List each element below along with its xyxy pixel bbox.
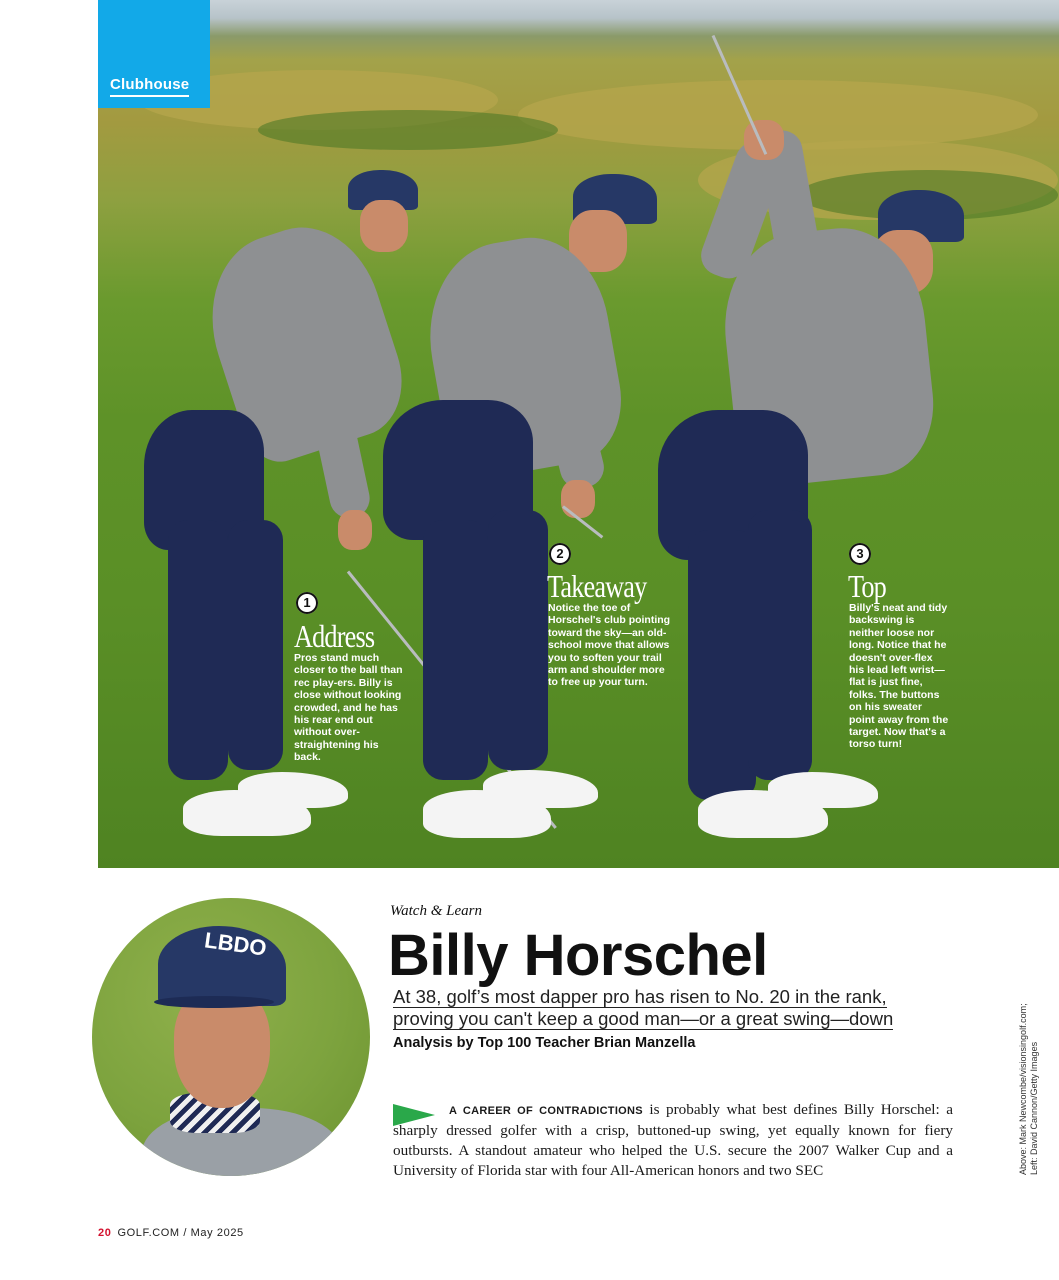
step-3-title: Top	[848, 568, 886, 604]
portrait-photo	[92, 898, 370, 1176]
cap-logo: LBDO	[202, 927, 269, 961]
folio-text: GOLF.COM / May 2025	[117, 1227, 244, 1239]
step-1-title: Address	[294, 618, 375, 654]
section-tag: Clubhouse	[110, 76, 189, 97]
step-1-number: 1	[296, 592, 318, 614]
dek-line-2: proving you can't keep a good man—or a great swing—down	[393, 1008, 894, 1029]
body-text: is probably what best defines Billy Horschel: a sharply dressed golfer with a crisp, buttoned-up swing, yet equally known for fiery outbursts. A standout amateur who helped the U.S. secure the 2007 Walker Cup and a University of Florida star with four All-American honors and two SEC	[393, 1101, 953, 1179]
golfer-takeaway	[383, 170, 683, 850]
step-2-title: Takeaway	[547, 568, 647, 604]
dek-line-1: At 38, golf’s most dapper pro has risen to No. 20 in the rank,	[393, 986, 887, 1007]
photo-credit	[1018, 1003, 1040, 1175]
folio	[98, 1227, 244, 1239]
step-2-text: Notice the toe of Horschel's club pointing toward the sky—an old-school move that allows you to soften your trail arm and shoulder more to free up your turn.	[548, 602, 671, 689]
step-3-number: 3	[849, 543, 871, 565]
step-1-text: Pros stand much closer to the ball than rec play-ers. Billy is close without looking crowded, and he has his rear end out without over-straightening his back.	[294, 652, 403, 764]
step-3-text: Billy's neat and tidy backswing is neither loose nor long. Notice that he doesn't over-flex his lead left wrist—flat is just fine, folks. The buttons on his sweater point away from the target. Now that's a torso turn!	[849, 602, 949, 751]
article-body	[393, 1100, 953, 1181]
kicker: Watch & Learn	[390, 903, 482, 919]
photo-credit-line-2: Left: David Cannon/Getty Images	[1029, 1041, 1039, 1175]
page-number: 20	[98, 1227, 112, 1239]
dek	[393, 986, 945, 1030]
byline: Analysis by Top 100 Teacher Brian Manzella	[393, 1035, 696, 1051]
headline: Billy Horschel	[388, 923, 768, 988]
step-2-number: 2	[549, 543, 571, 565]
photo-credit-line-1: Above: Mark Newcombe/visionsingolf.com;	[1018, 1003, 1028, 1175]
lead-in: A CAREER OF CONTRADICTIONS	[449, 1105, 643, 1117]
